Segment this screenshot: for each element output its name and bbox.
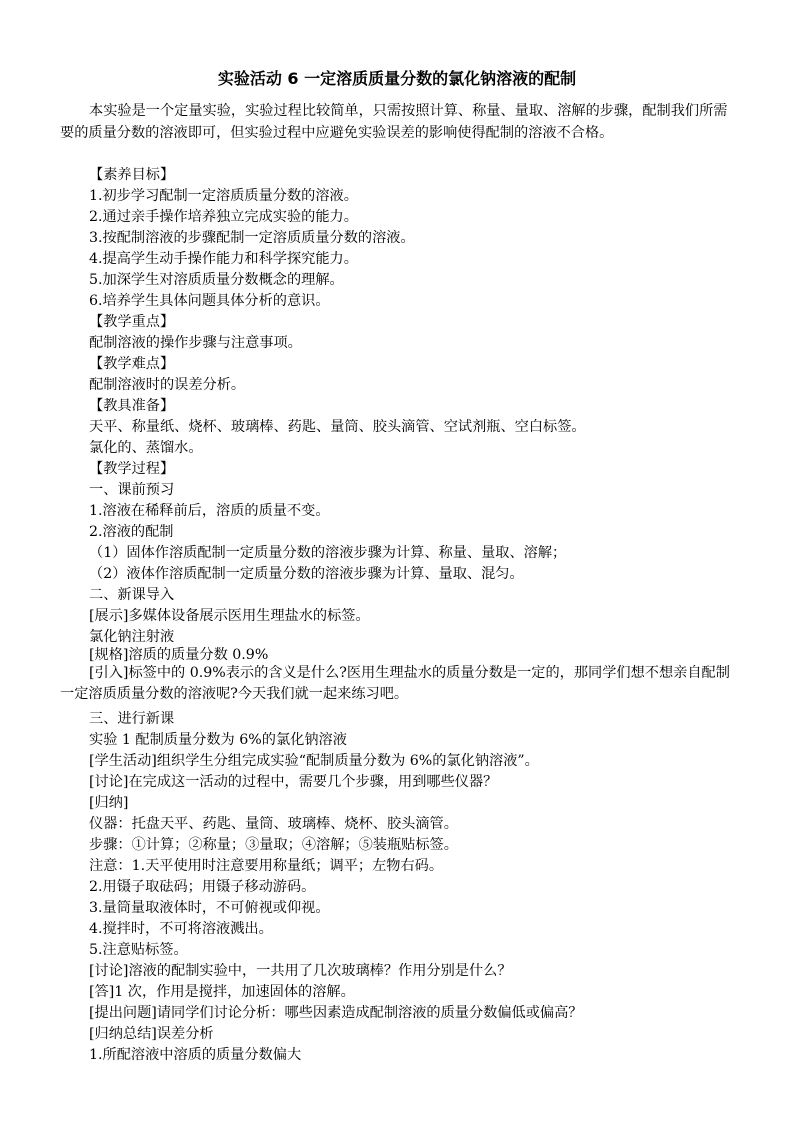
discussion-1: [讨论]在完成这一活动的过程中，需要几个步骤，用到哪些仪器？ [89,774,498,790]
preview-item-2: 2.溶液的配制 [89,524,174,540]
summary-heading: [归纳] [89,795,129,811]
experiment-1-title: 实验 1 配制质量分数为 6%的氯化钠溶液 [89,732,347,748]
display-text: [展示]多媒体设备展示医用生理盐水的标签。 [89,608,370,624]
key-points-text: 配制溶液的操作步骤与注意事项。 [89,335,302,351]
equipment-list: 天平、称量纸、烧杯、玻璃棒、药匙、量筒、胶头滴管、空试剂瓶、空白标签。 [89,419,586,435]
objective-item-6: 6.培养学生具体问题具体分析的意识。 [89,293,330,309]
subsection-introduction: 二、新课导入 [89,587,175,603]
document-title: 实验活动 6 一定溶质质量分数的氯化钠溶液的配制 [217,69,577,88]
note-item-1: 注意：1.天平使用时注意要用称量纸；调平；左物右码。 [89,858,444,874]
section-heading-objectives: 【素养目标】 [89,167,175,183]
instruments-list: 仪器：托盘天平、药匙、量筒、玻璃棒、烧杯、胶头滴管。 [89,816,458,832]
section-heading-equipment: 【教具准备】 [89,398,175,414]
error-analysis-item-1: 1.所配溶液中溶质的质量分数偏大 [89,1047,302,1063]
subsection-preview: 一、课前预习 [89,482,175,498]
answer-text: [答]1 次，作用是搅拌，加速固体的溶解。 [89,984,355,1000]
question-prompt: [提出问题]请同学们讨论分析：哪些因素造成配制溶液的质量分数偏低或偏高？ [89,1005,583,1021]
label-name: 氯化钠注射液 [89,629,175,645]
objective-item-3: 3.按配制溶液的步骤配制一定溶质质量分数的溶液。 [89,230,415,246]
materials-list: 氯化的、蒸馏水。 [89,440,203,456]
subsection-new-lesson: 三、进行新课 [89,711,175,727]
lead-in-paragraph: [引入]标签中的 0.9%表示的含义是什么?医用生理盐水的质量分数是一定的，那同学们想不想亲自配制一定溶质质量分数的溶液呢?今天我们就一起来练习吧。 [60,665,730,702]
objective-item-1: 1.初步学习配制一定溶质质量分数的溶液。 [89,188,358,204]
objective-item-4: 4.提高学生动手操作能力和科学探究能力。 [89,251,358,267]
preview-item-1: 1.溶液在稀释前后，溶质的质量不变。 [89,503,330,519]
section-heading-process: 【教学过程】 [89,461,175,477]
preview-item-2-sub-1: （1）固体作溶质配制一定质量分数的溶液步骤为计算、称量、量取、溶解； [89,545,567,561]
objective-item-5: 5.加深学生对溶质质量分数概念的理解。 [89,272,344,288]
steps-list: 步骤：①计算；②称量；③量取；④溶解；⑤装瓶贴标签。 [89,837,458,853]
intro-paragraph: 本实验是一个定量实验，实验过程比较简单，只需按照计算、称量、量取、溶解的步骤，配制我们所需要的质量分数的溶液即可，但实验过程中应避免实验误差的影响使得配制的溶液不合格。 [60,103,728,141]
note-item-5: 5.注意贴标签。 [89,942,188,958]
label-spec: [规格]溶质的质量分数 0.9% [89,647,269,663]
discussion-2: [讨论]溶液的配制实验中，一共用了几次玻璃棒？作用分别是什么？ [89,963,512,979]
section-heading-difficulties: 【教学难点】 [89,356,175,372]
note-item-4: 4.搅拌时，不可将溶液溅出。 [89,921,273,937]
preview-item-2-sub-2: （2）液体作溶质配制一定质量分数的溶液步骤为计算、量取、混匀。 [89,566,524,582]
difficulties-text: 配制溶液时的误差分析。 [89,377,246,393]
note-item-3: 3.量筒量取液体时，不可俯视或仰视。 [89,900,330,916]
note-item-2: 2.用镊子取砝码；用镊子移动游码。 [89,879,316,895]
student-activity: [学生活动]组织学生分组完成实验“配制质量分数为 6%的氯化钠溶液”。 [89,753,539,769]
objective-item-2: 2.通过亲手操作培养独立完成实验的能力。 [89,209,358,225]
section-heading-key-points: 【教学重点】 [89,314,175,330]
error-analysis-heading: [归纳总结]误差分析 [89,1026,214,1042]
